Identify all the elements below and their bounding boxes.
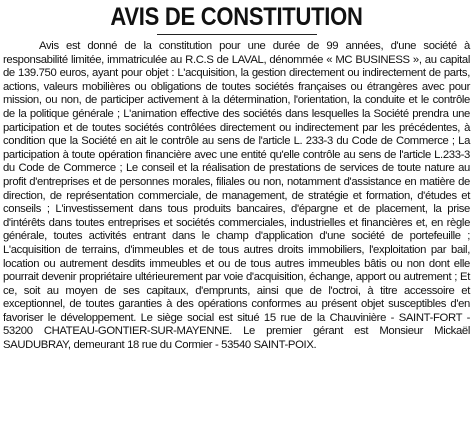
- notice-title: AVIS DE CONSTITUTION: [110, 3, 363, 31]
- title-underline: [157, 34, 317, 35]
- legal-notice: [2, 0, 471, 426]
- notice-body: Avis est donné de la constitution pour une durée de 99 années, d'une société à responsabilité limitée, immatriculée au R.C.S de LAVAL, dénommée « MC BUSINESS », au capital de 139.750 euros, ayant pour objet : L'acquisition, la gestion directement ou indirectement de parts, actions, valeurs mobilières ou obligations de toutes sociétés françaises ou étrangères avec pour mission, ou non, de participer activement à la détermination, l'orientation, la conduite et le contrôle de la politique générale ; L'animation effective des sociétés dans lesquelles la Société prendra une participation et de toutes sociétés contrôlées directement ou indirectement par les précédentes, à condition que la Société en ait le contrôle au sens de l'article L. 233-3 du Code de Commerce ; La participation à toute opération financière avec une entité qu'elle contrôle au sens de l'article L.233-3 du Code de Commerce ; Le conseil et la réalisation de prestations de services de toute nature au profit d'entreprises et de personnes morales, filiales ou non, notamment d'assistance en matière de direction, de représentation commerciale, de management, de stratégie et formation, d'études et conseils ; L'investissement dans tous produits bancaires, d'épargne et de placement, la prise d'intérêts dans toutes entreprises et sociétés commerciales, industrielles et financières et, en règle générale, toutes activités entrant dans le champ d'application d'une société de portefeuille ; L'acquisition de terrains, d'immeubles et de tous autres droits immobiliers, l'exploitation par bail, location ou autrement desdits immeubles et ou de tous autres immeubles bâtis ou non dont elle pourrait devenir propriétaire ultérieurement par voie d'acquisition, échange, apport ou autrement ; Et ce, soit au moyen de ses capitaux, d'emprunts, ainsi que de l'octroi, à titre accessoire et exceptionnel, de toutes garanties à des opérations conformes au présent objet susceptibles d'en favoriser le développement. Le siège social est situé 15 rue de la Chauvinière - SAINT-FORT - 53200 CHATEAU-GONTIER-SUR-MAYENNE. Le premier gérant est Monsieur Mickaël SAUDUBRAY, demeurant 18 rue du Cormier - 53540 SAINT-POIX.: [3, 40, 470, 352]
